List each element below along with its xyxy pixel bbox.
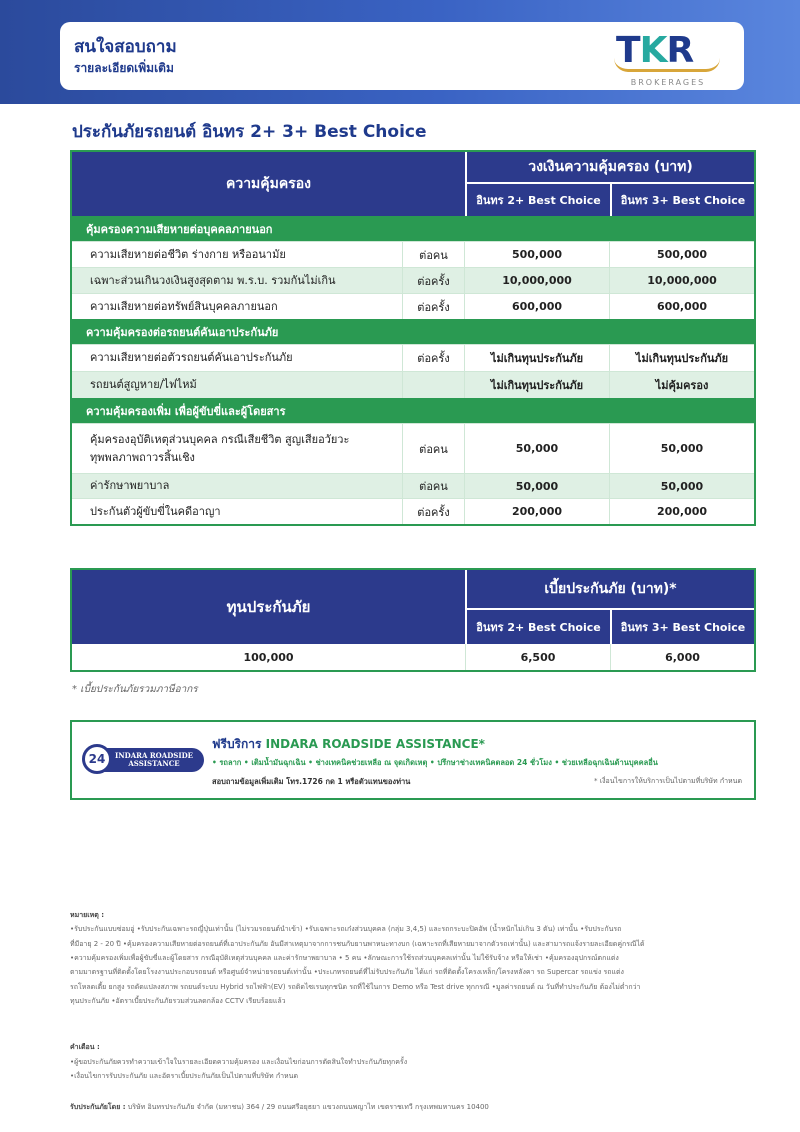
row-label: ความเสียหายต่อชีวิต ร่างกาย หรืออนามัย <box>72 242 403 267</box>
underwriter-label: รับประกันภัยโดย : <box>70 1103 126 1111</box>
section-header: คุ้มครองความเสียหายต่อบุคคลภายนอก <box>72 216 754 241</box>
coverage-limit-header: วงเงินความคุ้มครอง (บาท) <box>465 152 754 184</box>
row-unit: ต่อครั้ง <box>403 345 465 371</box>
row-label: ความเสียหายต่อทรัพย์สินบุคคลภายนอก <box>72 294 403 319</box>
row-unit: ต่อคน <box>403 474 465 498</box>
row-plan1-value: 500,000 <box>465 242 610 267</box>
table-row <box>72 293 754 319</box>
row-label: เฉพาะส่วนเกินวงเงินสูงสุดตาม พ.ร.บ. รวมกันไม่เกิน <box>72 268 403 293</box>
logo-subtext: BROKERAGES <box>630 78 706 87</box>
page-title: ประกันภัยรถยนต์ อินทร 2+ 3+ Best Choice <box>72 122 427 142</box>
sum-insured-header: ทุนประกันภัย <box>226 598 311 616</box>
remarks <box>70 908 760 1008</box>
remarks-line: •ความคุ้มครองเพิ่มเพื่อผู้ขับขี่และผู้โดยสาร กรณีอุบัติเหตุส่วนบุคคล และค่ารักษาพยาบาล • 5 คน •ลักษณะการใช้รถส่วนบุคคลเท่านั้น ไม่ใช้รับจ้าง หรือให้เช่า •คุ้มครองอุปกรณ์ตกแต่ง <box>70 954 619 963</box>
warnings-line: •ผู้ขอประกันภัยควรทำความเข้าใจในรายละเอียดความคุ้มครอง และเงื่อนไขก่อนการตัดสินใจทำประกันภัยทุกครั้ง <box>70 1057 408 1066</box>
row-plan1-value: 50,000 <box>465 424 610 473</box>
remarks-line: ทุนประกันภัย •อัตราเบี้ยประกันภัยรวมส่วนลดกล้อง CCTV เรียบร้อยแล้ว <box>70 997 286 1006</box>
logo-swoosh-icon <box>614 58 720 72</box>
warnings-line: •เงื่อนไขการรับประกันภัย และอัตราเบี้ยประกันภัยเป็นไปตามที่บริษัท กำหนด <box>70 1072 298 1081</box>
row-plan2-value: 500,000 <box>656 248 708 261</box>
roadside-condition: * เงื่อนไขการให้บริการเป็นไปตามที่บริษัท กำหนด <box>594 777 742 785</box>
table-row <box>72 498 754 524</box>
roadside-assistance-box <box>70 720 756 800</box>
row-unit: ต่อครั้ง <box>403 499 465 524</box>
table-row <box>72 344 754 371</box>
row-plan2-value: ไม่เกินทุนประกันภัย <box>635 352 729 365</box>
remarks-line: •รับประกันแบบซ่อมอู่ •รับประกันเฉพาะรถญี่ปุ่นเท่านั้น (ไม่รวมรถยนต์นำเข้า) •รับเฉพาะรถเก๋งส่วนบุคคล (กลุ่ม 3,4,5) และรถกระบะปิคอัพ (น้ำหนักไม่เกิน 3 ตัน) เท่านั้น •รับประกันรถ <box>70 925 622 934</box>
remarks-line: รถโหลดเตี้ย ยกสูง รถดัดแปลงสภาพ รถยนต์ระบบ Hybrid รถไฟฟ้า(EV) รถติดไซเรนทุกชนิด รถที่ใช้ในการ Demo หรือ Test drive ทุกกรณี •มูลค่ารถยนต์ ณ วันที่ทำประกันภัย ต้องไม่ต่ำกว่า <box>70 982 641 991</box>
row-label: คุ้มครองอุบัติเหตุส่วนบุคคล กรณีเสียชีวิต สูญเสียอวัยวะ ทุพพลภาพถาวรสิ้นเชิง <box>72 424 403 473</box>
section-header: ความคุ้มครองเพิ่ม เพื่อผู้ขับขี่และผู้โดยสาร <box>72 398 754 423</box>
row-plan1-value: 10,000,000 <box>465 268 610 293</box>
row-unit: ต่อคน <box>403 242 465 267</box>
row-unit: ต่อคน <box>403 424 465 473</box>
table-row <box>72 241 754 267</box>
premium-footnote: * เบี้ยประกันภัยรวมภาษีอากร <box>72 684 198 695</box>
remarks-heading: หมายเหตุ : <box>70 911 105 919</box>
row-plan1-value: 600,000 <box>465 294 610 319</box>
roadside-title-main: INDARA ROADSIDE ASSISTANCE* <box>265 737 485 751</box>
section-header: ความคุ้มครองต่อรถยนต์คันเอาประกันภัย <box>72 319 754 344</box>
remarks-line: ตามมาตรฐานที่ติดตั้งโดยโรงงานประกอบรถยนต์ หรือศูนย์จำหน่ายรถยนต์เท่านั้น •ประเภทรถยนต์ที่ไม่รับประกันภัย ได้แก่ รถที่ติดตั้งโครงเหล็ก/โครงหลังคา รถ Supercar รถแข่ง รถแต่ง <box>70 968 624 977</box>
row-plan2-value: 10,000,000 <box>647 274 717 287</box>
underwriter <box>70 1102 489 1113</box>
row-label: รถยนต์สูญหาย/ไฟไหม้ <box>72 372 403 398</box>
tkr-logo <box>612 30 724 92</box>
table-row <box>72 267 754 293</box>
roadside-services: • รถลาก • เติมน้ำมันฉุกเฉิน • ช่างเทคนิคช่วยเหลือ ณ จุดเกิดเหตุ • ปรึกษาช่างเทคนิคตลอด 24 ชั่วโมง • ช่วยเหลือฉุกเฉินด้านบุคคลอื่น <box>212 758 658 767</box>
row-label: ความเสียหายต่อตัวรถยนต์คันเอาประกันภัย <box>72 345 403 371</box>
table-row <box>72 423 754 473</box>
table-row <box>72 371 754 398</box>
row-unit <box>403 372 465 398</box>
row-plan1-value: 200,000 <box>465 499 610 524</box>
row-plan2-value: ไม่คุ้มครอง <box>655 379 709 392</box>
plan2-header: อินทร 3+ Best Choice <box>610 610 754 644</box>
row-plan1-value: ไม่เกินทุนประกันภัย <box>465 372 610 398</box>
row-label: ค่ารักษาพยาบาล <box>72 474 403 498</box>
row-plan1-value: 50,000 <box>465 474 610 498</box>
roadside-badge-label: INDARA ROADSIDE ASSISTANCE <box>104 748 204 772</box>
row-label: ประกันตัวผู้ขับขี่ในคดีอาญา <box>72 499 403 524</box>
roadside-title-prefix: ฟรีบริการ <box>212 737 262 751</box>
coverage-table <box>70 150 756 526</box>
row-unit: ต่อครั้ง <box>403 268 465 293</box>
plan1-premium: 6,500 <box>465 644 610 670</box>
plan2-header: อินทร 3+ Best Choice <box>610 184 754 216</box>
warnings <box>70 1040 760 1084</box>
roadside-contact: สอบถามข้อมูลเพิ่มเติม โทร.1726 กด 1 หรือตัวแทนของท่าน <box>212 777 411 786</box>
roadside-title <box>212 735 485 754</box>
roadside-badge <box>82 744 206 776</box>
premium-table-header <box>72 570 754 644</box>
table-row <box>72 644 754 670</box>
plan1-header: อินทร 2+ Best Choice <box>465 610 610 644</box>
24h-icon: 24 <box>82 744 112 774</box>
warnings-heading: คำเตือน : <box>70 1043 100 1051</box>
row-plan2-value: 600,000 <box>656 300 708 313</box>
row-plan2-value: 50,000 <box>660 442 704 455</box>
row-plan2-value: 50,000 <box>660 479 704 493</box>
header-title: สนใจสอบถาม <box>74 37 177 57</box>
remarks-line: ที่มีอายุ 2 - 20 ปี •คุ้มครองความเสียหายต่อรถยนต์ที่เอาประกันภัย อันมีสาเหตุมาจากการชนกับยานพาหนะทางบก (เฉพาะรถที่เสียหายมาจากตัวรถเท่านั้น) และสามารถแจ้งรายละเอียดคู่กรณีได้ <box>70 939 645 948</box>
header-subtitle: รายละเอียดเพิ่มเติม <box>74 61 174 75</box>
coverage-table-header <box>72 152 754 216</box>
coverage-header-label: ความคุ้มครอง <box>225 176 312 192</box>
row-plan1-value: ไม่เกินทุนประกันภัย <box>465 345 610 371</box>
premium-header: เบี้ยประกันภัย (บาท)* <box>465 570 754 610</box>
logo-wordmark: TKR <box>616 30 694 71</box>
sum-insured-value: 100,000 <box>243 650 294 664</box>
row-unit: ต่อครั้ง <box>403 294 465 319</box>
table-row <box>72 473 754 498</box>
plan1-header: อินทร 2+ Best Choice <box>465 184 610 216</box>
plan2-premium: 6,000 <box>610 644 754 670</box>
row-plan2-value: 200,000 <box>656 505 708 518</box>
underwriter-text: บริษัท อินทรประกันภัย จำกัด (มหาชน) 364 / 29 ถนนศรีอยุธยา แขวงถนนพญาไท เขตราชเทวี กรุงเทพมหานคร 10400 <box>127 1103 489 1111</box>
premium-table <box>70 568 756 672</box>
